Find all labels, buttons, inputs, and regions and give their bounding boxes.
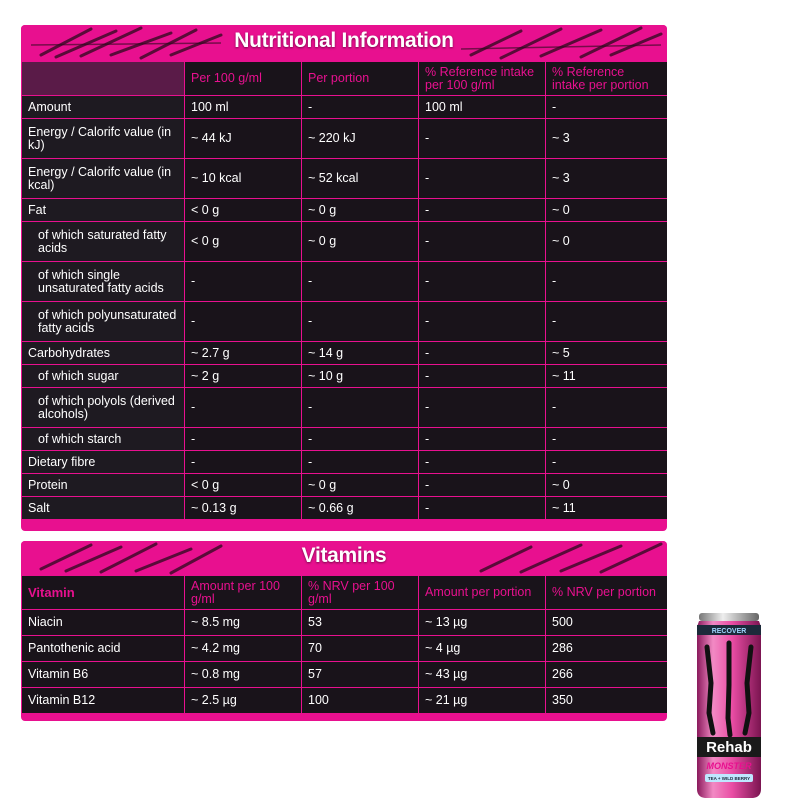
nutrient-value: - — [419, 302, 546, 342]
vitamin-value: 70 — [302, 636, 419, 662]
nutrient-label: of which sugar — [22, 365, 185, 388]
nutrient-value: - — [302, 262, 419, 302]
nutrient-value: - — [185, 451, 302, 474]
nutrient-value: - — [185, 428, 302, 451]
nutrient-value: - — [546, 428, 668, 451]
nutrient-value: ~ 220 kJ — [302, 119, 419, 159]
nutrient-value: ~ 2.7 g — [185, 342, 302, 365]
header-cell: Amount per 100 g/ml — [185, 576, 302, 610]
nutrient-value: ~ 3 — [546, 119, 668, 159]
nutrient-value: - — [419, 262, 546, 302]
vitamin-value: 53 — [302, 610, 419, 636]
nutrient-value: 100 ml — [185, 96, 302, 119]
nutrient-value: - — [302, 388, 419, 428]
nutrient-value: ~ 0 — [546, 222, 668, 262]
nutrient-value: - — [419, 428, 546, 451]
nutrient-label: Energy / Calorifc value (in kJ) — [22, 119, 185, 159]
table-row — [22, 610, 668, 636]
nutrient-label: Carbohydrates — [22, 342, 185, 365]
table-row — [22, 199, 668, 222]
nutrition-header — [21, 25, 667, 61]
nutrition-title: Nutritional Information — [234, 29, 454, 52]
nutrient-value: ~ 0 g — [302, 222, 419, 262]
header-cell — [22, 62, 185, 96]
nutrient-value: ~ 0 g — [302, 474, 419, 497]
nutrient-value: - — [419, 119, 546, 159]
can-top-label: RECOVER — [711, 628, 747, 635]
header-cell: % NRV per 100 g/ml — [302, 576, 419, 610]
nutrient-value: ~ 0 g — [302, 199, 419, 222]
nutrient-label: of which polyunsaturated fatty acids — [22, 302, 185, 342]
header-cell: Per portion — [302, 62, 419, 96]
nutrition-header-row — [22, 62, 668, 96]
vitamin-value: ~ 8.5 mg — [185, 610, 302, 636]
table-row — [22, 662, 668, 688]
nutrient-value: - — [546, 96, 668, 119]
nutrient-value: ~ 14 g — [302, 342, 419, 365]
header-cell: % Reference intake per 100 g/ml — [419, 62, 546, 96]
table-row — [22, 342, 668, 365]
nutrient-label: of which starch — [22, 428, 185, 451]
vitamin-value: ~ 4.2 mg — [185, 636, 302, 662]
nutrient-value: - — [302, 302, 419, 342]
table-row — [22, 497, 668, 520]
nutrient-value: - — [419, 497, 546, 520]
can-sub-brand: MONSTER — [706, 761, 752, 771]
nutrient-value: - — [419, 451, 546, 474]
nutrient-value: ~ 0 — [546, 199, 668, 222]
header-cell: % Reference intake per portion — [546, 62, 668, 96]
nutrient-value: ~ 0.66 g — [302, 497, 419, 520]
vitamin-value: 350 — [546, 688, 668, 714]
nutrient-label: Dietary fibre — [22, 451, 185, 474]
table-row — [22, 388, 668, 428]
table-row — [22, 474, 668, 497]
nutrient-label: Energy / Calorifc value (in kcal) — [22, 159, 185, 199]
nutrient-value: - — [419, 365, 546, 388]
table-row — [22, 262, 668, 302]
nutrient-value: - — [546, 302, 668, 342]
nutrient-value: - — [302, 428, 419, 451]
nutrient-value: ~ 0.13 g — [185, 497, 302, 520]
nutrient-value: - — [419, 159, 546, 199]
nutrient-label: Protein — [22, 474, 185, 497]
nutrient-value: ~ 11 — [546, 497, 668, 520]
can-flavor: TEA + WILD BERRY — [707, 776, 751, 781]
nutrient-value: - — [546, 388, 668, 428]
nutrition-table — [21, 61, 667, 520]
table-row — [22, 636, 668, 662]
nutrient-value: < 0 g — [185, 199, 302, 222]
header-cell: % NRV per portion — [546, 576, 668, 610]
nutrient-value: - — [546, 451, 668, 474]
nutrient-label: Fat — [22, 199, 185, 222]
table-row — [22, 302, 668, 342]
vitamin-name: Pantothenic acid — [22, 636, 185, 662]
nutrient-label: Salt — [22, 497, 185, 520]
vitamins-header-row — [22, 576, 668, 610]
nutrient-value: ~ 3 — [546, 159, 668, 199]
table-row — [22, 96, 668, 119]
vitamin-name: Niacin — [22, 610, 185, 636]
vitamin-name: Vitamin B6 — [22, 662, 185, 688]
vitamin-value: ~ 13 µg — [419, 610, 546, 636]
nutrient-label: of which single unsaturated fatty acids — [22, 262, 185, 302]
nutrient-label: of which saturated fatty acids — [22, 222, 185, 262]
nutrient-value: 100 ml — [419, 96, 546, 119]
nutrient-value: ~ 11 — [546, 365, 668, 388]
table-row — [22, 222, 668, 262]
vitamin-value: 286 — [546, 636, 668, 662]
nutrient-value: - — [419, 388, 546, 428]
vitamin-name: Vitamin B12 — [22, 688, 185, 714]
table-row — [22, 365, 668, 388]
vitamin-value: ~ 2.5 µg — [185, 688, 302, 714]
vitamin-value: ~ 21 µg — [419, 688, 546, 714]
header-cell: Vitamin — [22, 576, 185, 610]
vitamins-title: Vitamins — [301, 544, 387, 567]
nutrient-value: ~ 52 kcal — [302, 159, 419, 199]
vitamin-value: 57 — [302, 662, 419, 688]
nutrient-value: - — [185, 388, 302, 428]
vitamin-value: 500 — [546, 610, 668, 636]
vitamin-value: 100 — [302, 688, 419, 714]
nutrient-value: - — [302, 96, 419, 119]
nutrient-value: < 0 g — [185, 222, 302, 262]
nutrient-value: ~ 0 — [546, 474, 668, 497]
vitamins-panel — [21, 541, 667, 721]
vitamins-table — [21, 575, 667, 714]
vitamins-header — [21, 541, 667, 575]
vitamin-value: ~ 0.8 mg — [185, 662, 302, 688]
nutrient-value: ~ 10 g — [302, 365, 419, 388]
vitamin-value: ~ 43 µg — [419, 662, 546, 688]
nutrient-label: Amount — [22, 96, 185, 119]
table-row — [22, 451, 668, 474]
header-cell: Amount per portion — [419, 576, 546, 610]
nutrient-value: ~ 44 kJ — [185, 119, 302, 159]
nutrient-value: - — [546, 262, 668, 302]
nutrient-value: - — [419, 474, 546, 497]
can-brand: Rehab — [706, 739, 752, 756]
table-row — [22, 688, 668, 714]
nutrient-value: < 0 g — [185, 474, 302, 497]
nutrient-value: - — [419, 199, 546, 222]
nutrition-panel — [21, 25, 667, 531]
nutrient-value: - — [419, 342, 546, 365]
nutrient-value: - — [302, 451, 419, 474]
nutrient-value: - — [185, 302, 302, 342]
table-row — [22, 119, 668, 159]
table-row — [22, 428, 668, 451]
vitamin-value: 266 — [546, 662, 668, 688]
nutrient-value: ~ 10 kcal — [185, 159, 302, 199]
header-cell: Per 100 g/ml — [185, 62, 302, 96]
nutrient-label: of which polyols (derived alcohols) — [22, 388, 185, 428]
monster-rehab-can — [693, 613, 765, 799]
nutrient-value: - — [185, 262, 302, 302]
nutrient-value: - — [419, 222, 546, 262]
nutrient-value: ~ 2 g — [185, 365, 302, 388]
table-row — [22, 159, 668, 199]
vitamin-value: ~ 4 µg — [419, 636, 546, 662]
nutrient-value: ~ 5 — [546, 342, 668, 365]
